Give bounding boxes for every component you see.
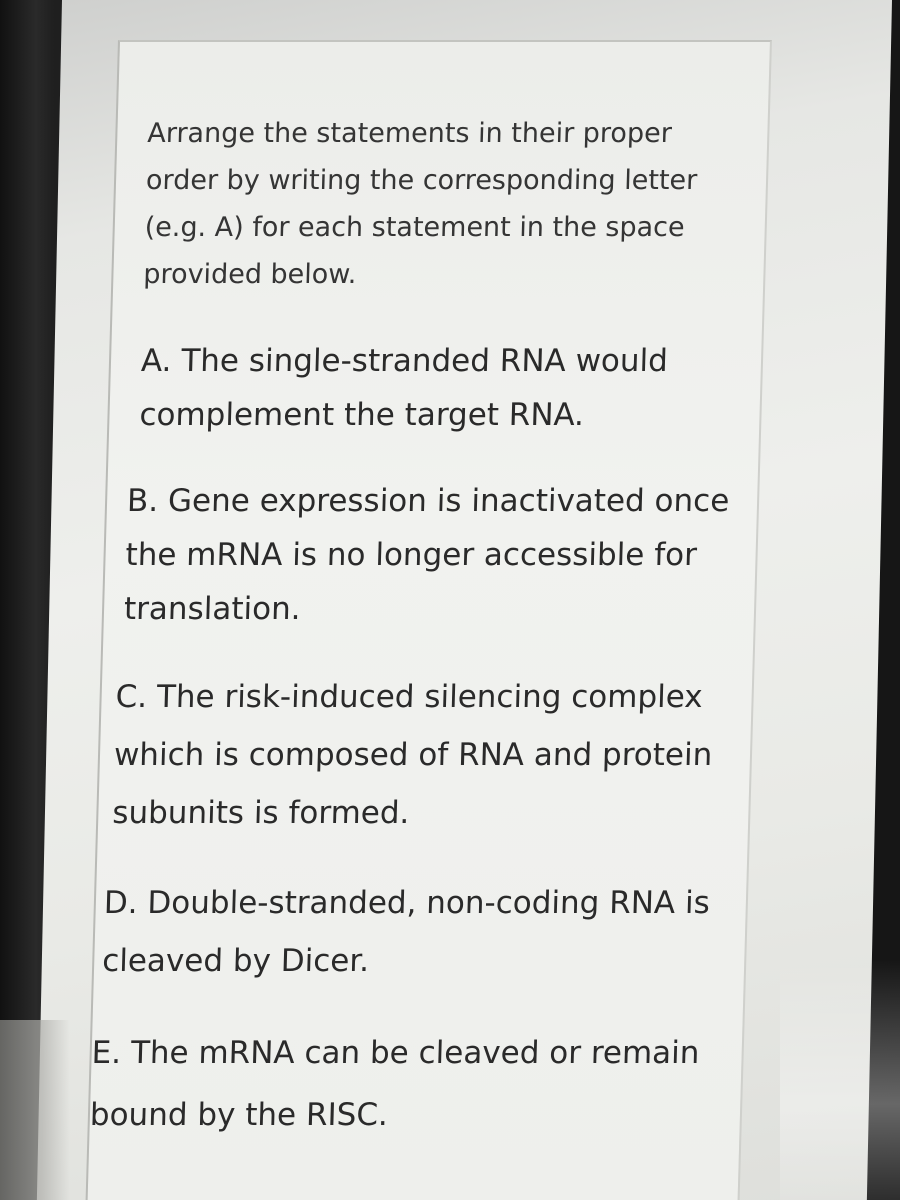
statement-e-text: The mRNA can be cleaved or remain bound by the RISC.	[89, 1035, 700, 1133]
statement-a-text: The single-stranded RNA would complement the target RNA.	[138, 343, 669, 433]
statement-c-text: The risk-induced silencing complex which is composed of RNA and protein subunits is formed.	[111, 679, 713, 831]
statement-c-letter: C.	[115, 679, 148, 715]
statement-b	[123, 474, 738, 636]
statement-d	[101, 874, 726, 990]
statement-d-text: Double-stranded, non-coding RNA is cleaved by Dicer.	[101, 885, 711, 979]
statement-d-letter: D.	[103, 885, 139, 921]
statement-b-text: Gene expression is inactivated once the mRNA is no longer accessible for translation.	[123, 483, 730, 627]
statement-c	[112, 668, 733, 842]
edge-shadow	[0, 1020, 70, 1200]
statement-b-letter: B.	[126, 483, 159, 519]
question-content	[89, 110, 748, 1178]
screen-glare	[780, 960, 900, 1200]
statement-a	[139, 334, 742, 442]
statement-e-letter: E.	[91, 1035, 122, 1071]
instructions-text: Arrange the statements in their proper order by writing the corresponding letter (e.g. A) for each statement in the space provided below.	[142, 118, 698, 290]
statement-a-letter: A.	[140, 343, 173, 379]
statement-e	[89, 1022, 722, 1146]
